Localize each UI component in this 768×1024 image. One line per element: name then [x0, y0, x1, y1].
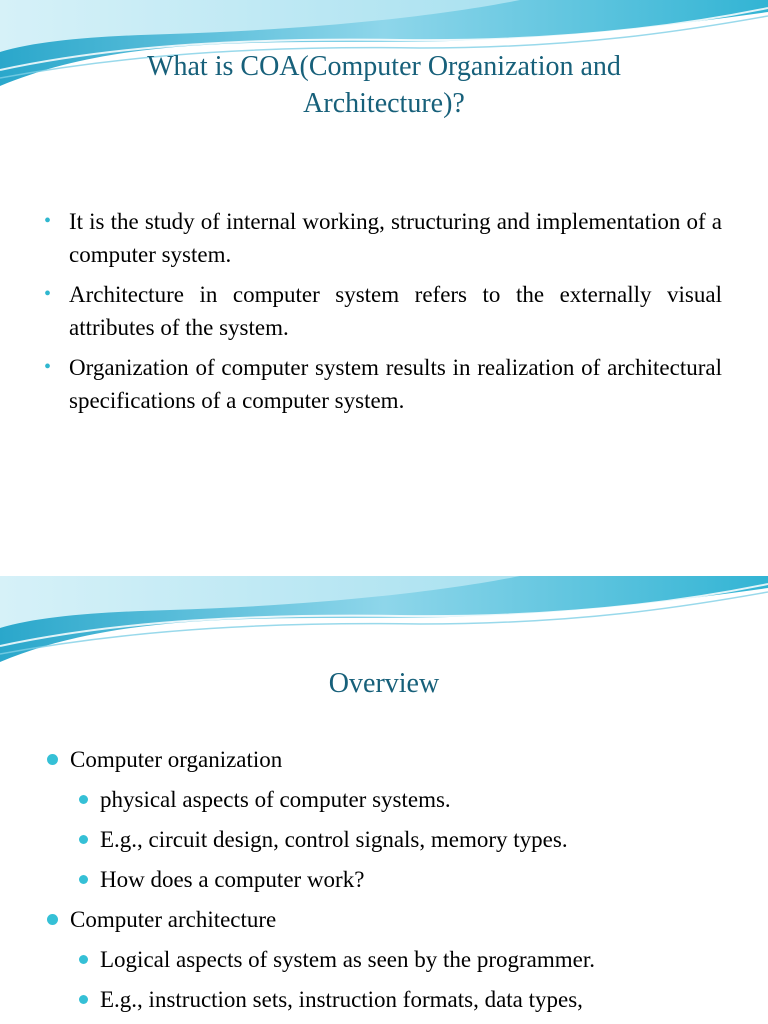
item-text: E.g., instruction sets, instruction formats, data types, [100, 987, 583, 1012]
bullet-icon [79, 995, 88, 1004]
item-text: Logical aspects of system as seen by the programmer. [100, 947, 595, 972]
list-item [44, 744, 744, 775]
item-text: physical aspects of computer systems. [100, 787, 451, 812]
title-line-2: Architecture)? [303, 88, 465, 119]
wave-banner [0, 576, 768, 666]
list-item [44, 984, 744, 1015]
bullet-icon [79, 955, 88, 964]
list-item [42, 351, 722, 417]
bullet-icon: • [44, 210, 52, 232]
item-text: How does a computer work? [100, 867, 365, 892]
bullet-icon: • [44, 356, 52, 378]
list-item [44, 784, 744, 815]
list-item [44, 824, 744, 855]
list-item [42, 278, 722, 344]
title-line-1: What is COA(Computer Organization and [147, 51, 621, 82]
bullet-icon: • [44, 283, 52, 305]
list-item [44, 904, 744, 935]
item-text: Computer organization [70, 747, 283, 772]
list-item [44, 944, 744, 975]
bullet-icon [79, 795, 88, 804]
bullet-icon [79, 835, 88, 844]
slide-title [0, 48, 768, 122]
bullet-icon [47, 754, 58, 765]
slide-title: Overview [328, 668, 440, 699]
bullet-list [42, 205, 722, 424]
list-item [42, 205, 722, 271]
bullet-icon [79, 875, 88, 884]
list-item [44, 864, 744, 895]
overview-list [44, 744, 744, 1024]
bullet-text: Organization of computer system results in realization of architectural specifications of a computer system. [69, 355, 722, 413]
item-text: E.g., circuit design, control signals, memory types. [100, 827, 568, 852]
bullet-icon [47, 914, 58, 925]
bullet-text: It is the study of internal working, structuring and implementation of a computer system. [69, 209, 722, 267]
bullet-text: Architecture in computer system refers to the externally visual attributes of the system. [69, 282, 722, 340]
slide-2 [0, 576, 768, 1024]
item-text: Computer architecture [70, 907, 277, 932]
